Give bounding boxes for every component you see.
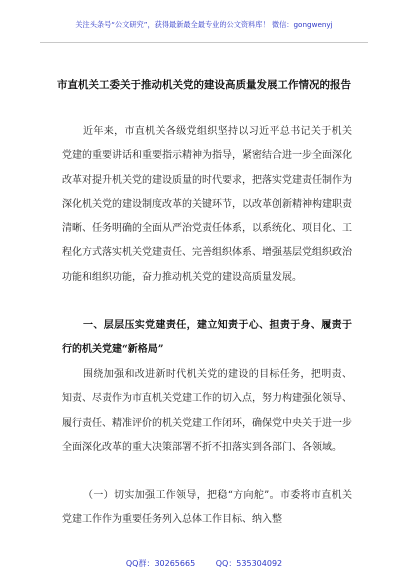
footer-qq: QQ：535304092 (215, 559, 283, 568)
section-1-paragraph: 围绕加强和改进新时代机关党的建设的目标任务，把明责、知责、尽责作为市直机关党建工作的切入点，努力构建强化领导、履行责任、精准评价的机关党建工作闭环，确保党中央关于进一步全面深化改革的重大决策部署不折不扣落实到各部门、各领域。 (62, 369, 352, 453)
subsection-1-paragraph: （一）切实加强工作领导，把稳“方向舵”。市委将市直机关党建工作作为重要任务列入总体工作目标、纳入整 (62, 490, 352, 526)
header-divider (40, 42, 368, 43)
footer-contact (0, 558, 408, 569)
header-promo-note: 关注头条号“公文研究”，获得最新最全最专业的公文资料库！ 微信：gongwenyj (75, 20, 333, 29)
document-title: 市直机关工委关于推动机关党的建设高质量发展工作情况的报告 (57, 79, 351, 91)
footer-qq-group: QQ群：30265665 (125, 559, 196, 568)
intro-paragraph: 近年来，市直机关各级党组织坚持以习近平总书记关于机关党建的重要讲话和重要指示精神为指导，紧密结合进一步全面深化改革对提升机关党的建设质量的时代要求，把落实党建责任制作为深化机关党的建设制度改革的关键环节，以改革创新精神构建职责清晰、任务明确的全面从严治党责任体系，以系统化、项目化、工程化方式落实机关党建责任、完善组织体系、增强基层党组织政治功能和组织功能，奋力推动机关党的建设高质量发展。 (62, 126, 352, 283)
section-heading-1: 一、层层压实党建责任，建立知责于心、担责于身、履责于行的机关党建“新格局” (62, 320, 352, 356)
